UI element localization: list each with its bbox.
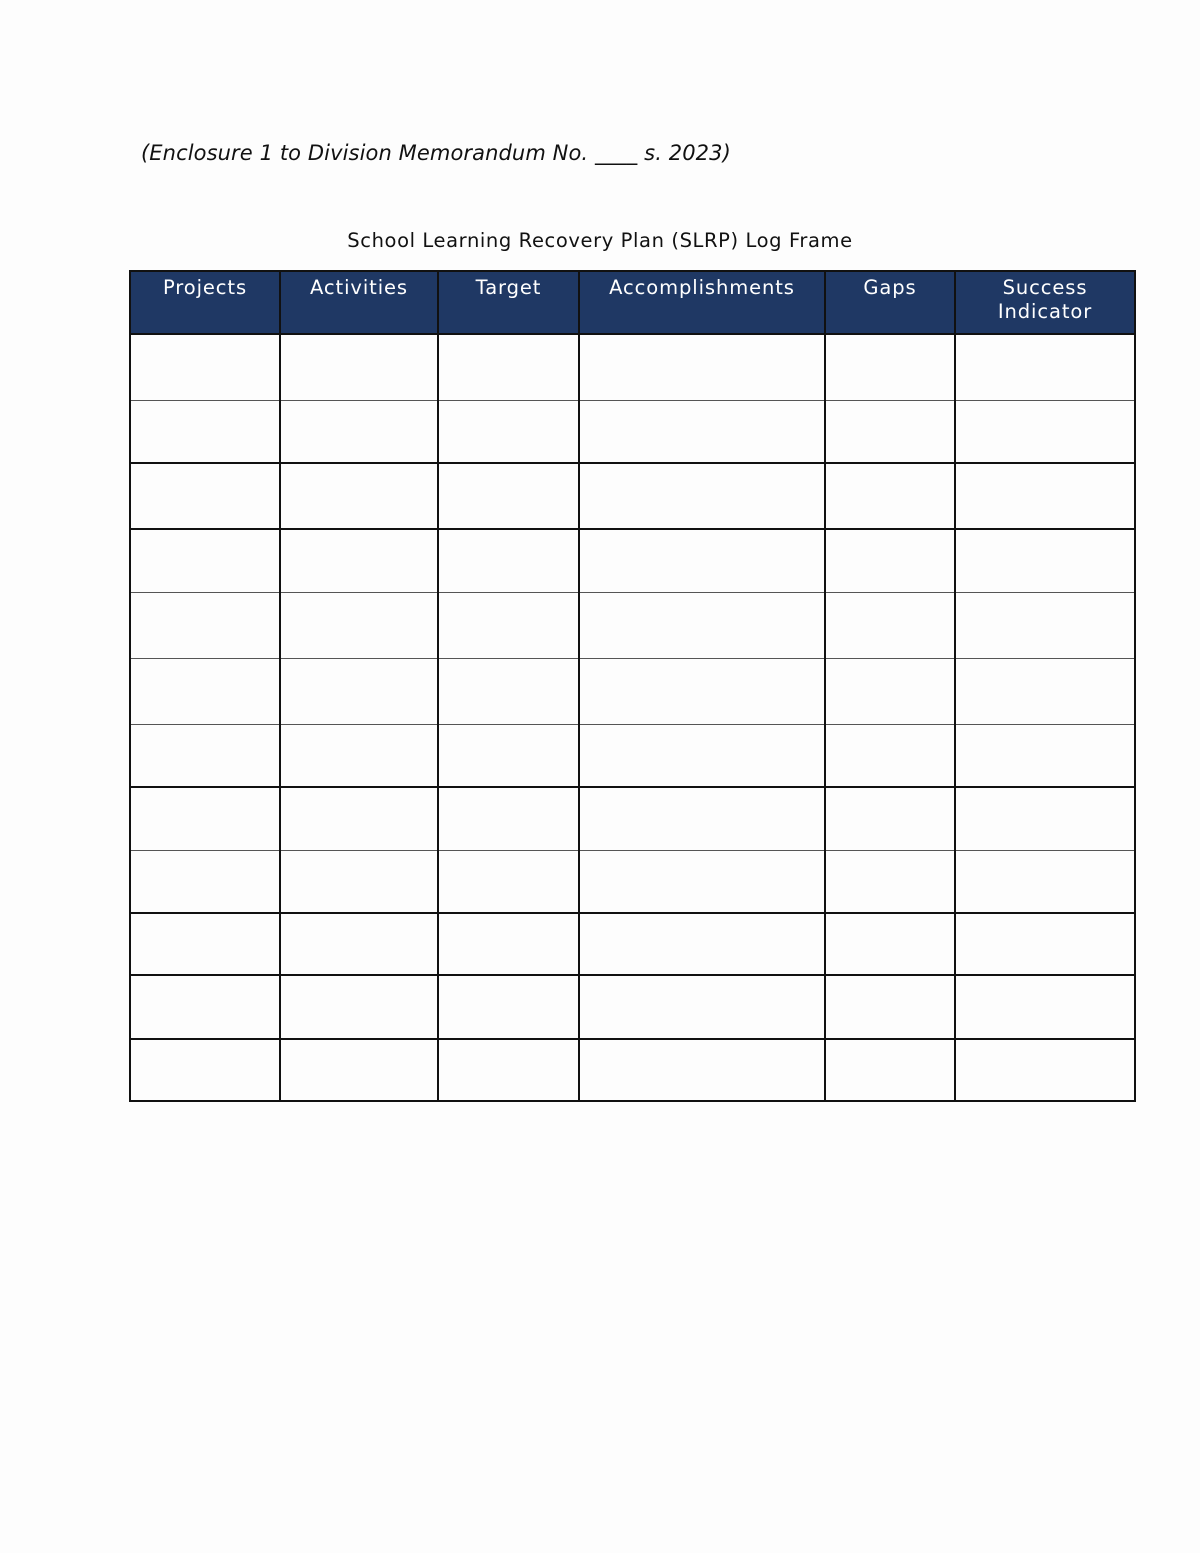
table-cell-target[interactable] [438, 975, 579, 1039]
table-cell-projects[interactable] [130, 400, 280, 463]
table-cell-projects[interactable] [130, 913, 280, 975]
header-target: Target [438, 271, 579, 334]
table-cell-target[interactable] [438, 787, 579, 850]
table-cell-activities[interactable] [280, 463, 438, 529]
table-cell-projects[interactable] [130, 724, 280, 787]
table-cell-gaps[interactable] [825, 334, 955, 400]
table-cell-gaps[interactable] [825, 658, 955, 724]
table-row [130, 463, 1135, 529]
table-cell-success-indicator[interactable] [955, 592, 1135, 658]
table-cell-projects[interactable] [130, 850, 280, 913]
table-cell-gaps[interactable] [825, 592, 955, 658]
table-cell-accomplishments[interactable] [579, 529, 825, 592]
table-body [130, 334, 1135, 1101]
table-row [130, 529, 1135, 592]
enclosure-reference: (Enclosure 1 to Division Memorandum No. ____ s. 2023) [141, 141, 731, 165]
table-cell-gaps[interactable] [825, 1039, 955, 1101]
table-cell-activities[interactable] [280, 850, 438, 913]
table-cell-success-indicator[interactable] [955, 850, 1135, 913]
table-cell-target[interactable] [438, 529, 579, 592]
table-cell-success-indicator[interactable] [955, 463, 1135, 529]
table-cell-gaps[interactable] [825, 400, 955, 463]
table-cell-target[interactable] [438, 658, 579, 724]
table-cell-activities[interactable] [280, 529, 438, 592]
table-cell-success-indicator[interactable] [955, 658, 1135, 724]
table-cell-projects[interactable] [130, 975, 280, 1039]
table-cell-activities[interactable] [280, 975, 438, 1039]
table-cell-target[interactable] [438, 334, 579, 400]
table-cell-accomplishments[interactable] [579, 850, 825, 913]
header-activities: Activities [280, 271, 438, 334]
table-cell-activities[interactable] [280, 400, 438, 463]
table-row [130, 334, 1135, 400]
header-projects: Projects [130, 271, 280, 334]
table-cell-activities[interactable] [280, 592, 438, 658]
table-row [130, 592, 1135, 658]
table-cell-accomplishments[interactable] [579, 913, 825, 975]
table-cell-success-indicator[interactable] [955, 529, 1135, 592]
table-cell-accomplishments[interactable] [579, 787, 825, 850]
table-cell-accomplishments[interactable] [579, 975, 825, 1039]
table-header-row [130, 271, 1135, 334]
table-cell-target[interactable] [438, 463, 579, 529]
table-cell-target[interactable] [438, 592, 579, 658]
table-cell-accomplishments[interactable] [579, 334, 825, 400]
table-row [130, 400, 1135, 463]
table-cell-activities[interactable] [280, 724, 438, 787]
table-cell-activities[interactable] [280, 787, 438, 850]
table-cell-gaps[interactable] [825, 850, 955, 913]
table-cell-gaps[interactable] [825, 913, 955, 975]
table-cell-success-indicator[interactable] [955, 787, 1135, 850]
table-cell-gaps[interactable] [825, 975, 955, 1039]
table-cell-success-indicator[interactable] [955, 1039, 1135, 1101]
header-gaps: Gaps [825, 271, 955, 334]
table-cell-accomplishments[interactable] [579, 400, 825, 463]
table-cell-target[interactable] [438, 913, 579, 975]
table-cell-projects[interactable] [130, 787, 280, 850]
table-row [130, 975, 1135, 1039]
table-cell-projects[interactable] [130, 334, 280, 400]
table-cell-accomplishments[interactable] [579, 724, 825, 787]
table-row [130, 850, 1135, 913]
table-cell-accomplishments[interactable] [579, 592, 825, 658]
table-row [130, 1039, 1135, 1101]
table-cell-activities[interactable] [280, 658, 438, 724]
log-frame-table [129, 270, 1136, 1102]
table-cell-gaps[interactable] [825, 787, 955, 850]
table-cell-projects[interactable] [130, 1039, 280, 1101]
table-cell-gaps[interactable] [825, 724, 955, 787]
table-cell-success-indicator[interactable] [955, 400, 1135, 463]
document-title: School Learning Recovery Plan (SLRP) Log Frame [347, 229, 853, 252]
table-cell-projects[interactable] [130, 463, 280, 529]
table-row [130, 658, 1135, 724]
table-cell-activities[interactable] [280, 334, 438, 400]
table-cell-accomplishments[interactable] [579, 463, 825, 529]
table-cell-activities[interactable] [280, 1039, 438, 1101]
table-cell-target[interactable] [438, 400, 579, 463]
table-cell-accomplishments[interactable] [579, 1039, 825, 1101]
table-cell-success-indicator[interactable] [955, 913, 1135, 975]
table-cell-target[interactable] [438, 850, 579, 913]
table-cell-target[interactable] [438, 1039, 579, 1101]
header-success-indicator: Success Indicator [955, 271, 1135, 334]
table-cell-success-indicator[interactable] [955, 724, 1135, 787]
table-row [130, 913, 1135, 975]
table-cell-projects[interactable] [130, 658, 280, 724]
table-row [130, 724, 1135, 787]
table-cell-projects[interactable] [130, 592, 280, 658]
table-cell-success-indicator[interactable] [955, 334, 1135, 400]
table-cell-target[interactable] [438, 724, 579, 787]
table-cell-activities[interactable] [280, 913, 438, 975]
table-row [130, 787, 1135, 850]
table-cell-projects[interactable] [130, 529, 280, 592]
table-cell-accomplishments[interactable] [579, 658, 825, 724]
table-cell-success-indicator[interactable] [955, 975, 1135, 1039]
header-accomplishments: Accomplishments [579, 271, 825, 334]
table-cell-gaps[interactable] [825, 529, 955, 592]
table-cell-gaps[interactable] [825, 463, 955, 529]
